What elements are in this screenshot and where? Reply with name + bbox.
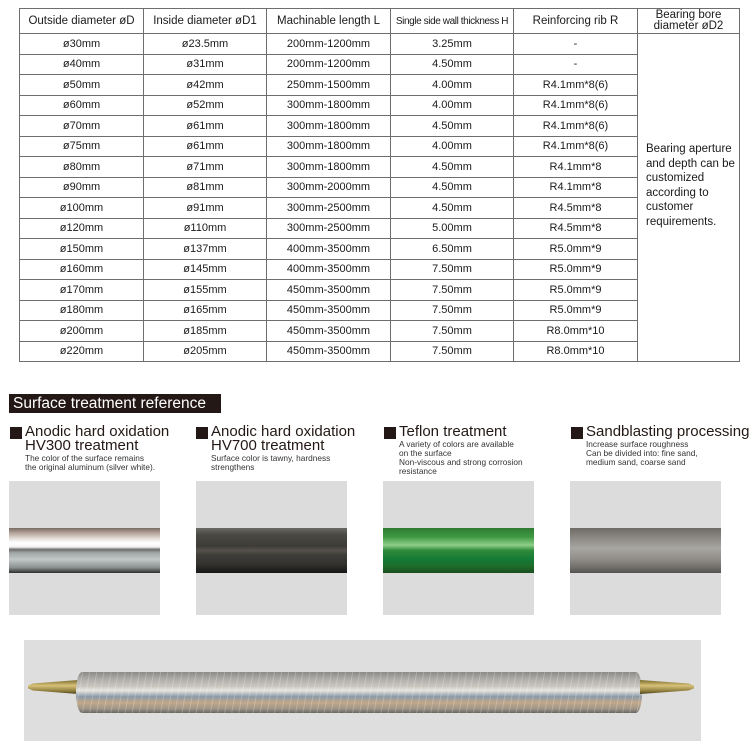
- desc-line: Can be divided into: fine sand,: [586, 448, 698, 458]
- desc-line: resistance: [399, 466, 437, 476]
- desc-line: on the surface: [399, 448, 452, 458]
- cell-outside-diameter: ø50mm: [20, 75, 144, 96]
- cell-wall-thickness: 4.00mm: [391, 75, 514, 96]
- swatch-green-rod: [383, 481, 534, 615]
- treatment-title: [384, 425, 564, 439]
- header-outside-diameter: Outside diameter øD: [20, 9, 144, 34]
- bullet-square-icon: [196, 427, 208, 439]
- cell-inside-diameter: ø185mm: [144, 321, 267, 342]
- treatment-sandblasting: [571, 425, 751, 467]
- cell-wall-thickness: 3.25mm: [391, 34, 514, 55]
- spec-table: [19, 8, 740, 362]
- cell-outside-diameter: ø170mm: [20, 280, 144, 301]
- cell-outside-diameter: ø80mm: [20, 157, 144, 178]
- cell-machinable-length: 300mm-2000mm: [267, 177, 391, 198]
- cell-inside-diameter: ø61mm: [144, 136, 267, 157]
- product-image: [24, 640, 701, 741]
- cell-machinable-length: 400mm-3500mm: [267, 239, 391, 260]
- ribbed-roller: [76, 672, 642, 713]
- treatment-title-line1: Sandblasting processing: [586, 423, 750, 440]
- treatment-hv700: [196, 425, 376, 472]
- cell-wall-thickness: 4.50mm: [391, 198, 514, 219]
- treatment-teflon: [384, 425, 564, 476]
- table-row: [20, 136, 740, 157]
- cell-machinable-length: 450mm-3500mm: [267, 280, 391, 301]
- cell-machinable-length: 300mm-1800mm: [267, 157, 391, 178]
- cell-reinforcing-rib: -: [514, 34, 638, 55]
- right-shaft: [640, 680, 694, 694]
- cell-inside-diameter: ø91mm: [144, 198, 267, 219]
- cell-outside-diameter: ø60mm: [20, 95, 144, 116]
- desc-line: medium sand, coarse sand: [586, 457, 686, 467]
- cell-outside-diameter: ø100mm: [20, 198, 144, 219]
- cell-outside-diameter: ø70mm: [20, 116, 144, 137]
- cell-outside-diameter: ø150mm: [20, 239, 144, 260]
- cell-machinable-length: 450mm-3500mm: [267, 341, 391, 362]
- table-row: [20, 95, 740, 116]
- treatment-title-line2: HV300 treatment: [25, 437, 139, 454]
- treatment-title: [10, 425, 190, 453]
- cell-outside-diameter: ø200mm: [20, 321, 144, 342]
- cell-inside-diameter: ø81mm: [144, 177, 267, 198]
- desc-line: The color of the surface remains: [25, 453, 144, 463]
- table-row: [20, 177, 740, 198]
- swatch-dark-rod: [196, 481, 347, 615]
- bearing-note-cell: [638, 34, 740, 362]
- desc-line: Increase surface roughness: [586, 439, 689, 449]
- cell-wall-thickness: 7.50mm: [391, 300, 514, 321]
- cell-outside-diameter: ø40mm: [20, 54, 144, 75]
- table-row: [20, 259, 740, 280]
- bullet-square-icon: [384, 427, 396, 439]
- table-header-row: [20, 9, 740, 34]
- cell-inside-diameter: ø23.5mm: [144, 34, 267, 55]
- treatment-title-line1: Anodic hard oxidation: [25, 423, 170, 440]
- cell-reinforcing-rib: R5.0mm*9: [514, 300, 638, 321]
- cell-wall-thickness: 6.50mm: [391, 239, 514, 260]
- cell-inside-diameter: ø71mm: [144, 157, 267, 178]
- cell-reinforcing-rib: R4.1mm*8: [514, 177, 638, 198]
- treatment-hv300: [10, 425, 190, 472]
- treatment-title-line2: HV700 treatment: [211, 437, 325, 454]
- treatment-title-line1: Anodic hard oxidation: [211, 423, 356, 440]
- dark-rod-image: [196, 528, 347, 573]
- cell-inside-diameter: ø165mm: [144, 300, 267, 321]
- cell-outside-diameter: ø75mm: [20, 136, 144, 157]
- cell-reinforcing-rib: R4.5mm*8: [514, 218, 638, 239]
- bearing-note: Bearing aperture and depth can be customized according to customer requirements.: [646, 143, 735, 228]
- treatment-desc: [196, 454, 376, 472]
- cell-reinforcing-rib: R8.0mm*10: [514, 321, 638, 342]
- table-row: [20, 54, 740, 75]
- header-bearing-bore: Bearing bore diameter øD2: [638, 9, 740, 34]
- cell-inside-diameter: ø155mm: [144, 280, 267, 301]
- cell-wall-thickness: 4.50mm: [391, 54, 514, 75]
- cell-wall-thickness: 7.50mm: [391, 321, 514, 342]
- cell-wall-thickness: 5.00mm: [391, 218, 514, 239]
- cell-outside-diameter: ø120mm: [20, 218, 144, 239]
- cell-wall-thickness: 4.50mm: [391, 177, 514, 198]
- table-row: [20, 300, 740, 321]
- cell-wall-thickness: 4.00mm: [391, 136, 514, 157]
- cell-outside-diameter: ø220mm: [20, 341, 144, 362]
- cell-inside-diameter: ø205mm: [144, 341, 267, 362]
- silver-rod-image: [9, 528, 160, 573]
- table-row: [20, 157, 740, 178]
- cell-reinforcing-rib: R4.1mm*8(6): [514, 95, 638, 116]
- cell-reinforcing-rib: -: [514, 54, 638, 75]
- cell-machinable-length: 200mm-1200mm: [267, 54, 391, 75]
- grey-rod-image: [570, 528, 721, 573]
- desc-line: Non-viscous and strong corrosion: [399, 457, 523, 467]
- desc-line: the original aluminum (silver white).: [25, 462, 156, 472]
- cell-inside-diameter: ø31mm: [144, 54, 267, 75]
- cell-reinforcing-rib: R4.1mm*8(6): [514, 116, 638, 137]
- cell-machinable-length: 300mm-2500mm: [267, 218, 391, 239]
- cell-inside-diameter: ø61mm: [144, 116, 267, 137]
- cell-reinforcing-rib: R5.0mm*9: [514, 239, 638, 260]
- cell-reinforcing-rib: R4.1mm*8(6): [514, 75, 638, 96]
- desc-line: Surface color is tawny, hardness: [211, 453, 331, 463]
- treatment-desc: [10, 454, 190, 472]
- cell-outside-diameter: ø180mm: [20, 300, 144, 321]
- table-row: [20, 239, 740, 260]
- cell-machinable-length: 400mm-3500mm: [267, 259, 391, 280]
- cell-outside-diameter: ø30mm: [20, 34, 144, 55]
- swatch-silver-rod: [9, 481, 160, 615]
- section-banner: Surface treatment reference: [9, 394, 221, 413]
- table-row: [20, 341, 740, 362]
- cell-outside-diameter: ø90mm: [20, 177, 144, 198]
- cell-inside-diameter: ø52mm: [144, 95, 267, 116]
- table-row: [20, 280, 740, 301]
- table-row: [20, 321, 740, 342]
- cell-reinforcing-rib: R4.1mm*8: [514, 157, 638, 178]
- cell-reinforcing-rib: R5.0mm*9: [514, 259, 638, 280]
- cell-reinforcing-rib: R4.5mm*8: [514, 198, 638, 219]
- cell-reinforcing-rib: R8.0mm*10: [514, 341, 638, 362]
- table-row: [20, 116, 740, 137]
- desc-line: strengthens: [211, 462, 255, 472]
- header-machinable-length: Machinable length L: [267, 9, 391, 34]
- header-reinforcing-rib: Reinforcing rib R: [514, 9, 638, 34]
- cell-reinforcing-rib: R4.1mm*8(6): [514, 136, 638, 157]
- cell-wall-thickness: 4.50mm: [391, 116, 514, 137]
- cell-machinable-length: 450mm-3500mm: [267, 300, 391, 321]
- desc-line: A variety of colors are available: [399, 439, 514, 449]
- cell-outside-diameter: ø160mm: [20, 259, 144, 280]
- treatment-desc: [571, 440, 751, 467]
- cell-wall-thickness: 4.50mm: [391, 157, 514, 178]
- cell-machinable-length: 450mm-3500mm: [267, 321, 391, 342]
- cell-inside-diameter: ø145mm: [144, 259, 267, 280]
- treatment-title-line1: Teflon treatment: [399, 423, 507, 440]
- cell-machinable-length: 200mm-1200mm: [267, 34, 391, 55]
- cell-inside-diameter: ø42mm: [144, 75, 267, 96]
- bullet-square-icon: [10, 427, 22, 439]
- swatch-grey-rod: [570, 481, 721, 615]
- table-row: [20, 34, 740, 55]
- cell-machinable-length: 300mm-1800mm: [267, 136, 391, 157]
- cell-wall-thickness: 7.50mm: [391, 341, 514, 362]
- table-row: [20, 75, 740, 96]
- header-inside-diameter: Inside diameter øD1: [144, 9, 267, 34]
- green-rod-image: [383, 528, 534, 573]
- cell-wall-thickness: 7.50mm: [391, 259, 514, 280]
- cell-machinable-length: 300mm-2500mm: [267, 198, 391, 219]
- cell-inside-diameter: ø110mm: [144, 218, 267, 239]
- treatment-title: [196, 425, 376, 453]
- header-wall-thickness: Single side wall thickness H: [391, 9, 514, 34]
- cell-inside-diameter: ø137mm: [144, 239, 267, 260]
- cell-machinable-length: 250mm-1500mm: [267, 75, 391, 96]
- cell-reinforcing-rib: R5.0mm*9: [514, 280, 638, 301]
- treatment-desc: [384, 440, 564, 476]
- treatment-title: [571, 425, 751, 439]
- table-row: [20, 218, 740, 239]
- cell-wall-thickness: 7.50mm: [391, 280, 514, 301]
- cell-machinable-length: 300mm-1800mm: [267, 95, 391, 116]
- bullet-square-icon: [571, 427, 583, 439]
- left-shaft: [28, 680, 78, 694]
- table-row: [20, 198, 740, 219]
- cell-wall-thickness: 4.00mm: [391, 95, 514, 116]
- cell-machinable-length: 300mm-1800mm: [267, 116, 391, 137]
